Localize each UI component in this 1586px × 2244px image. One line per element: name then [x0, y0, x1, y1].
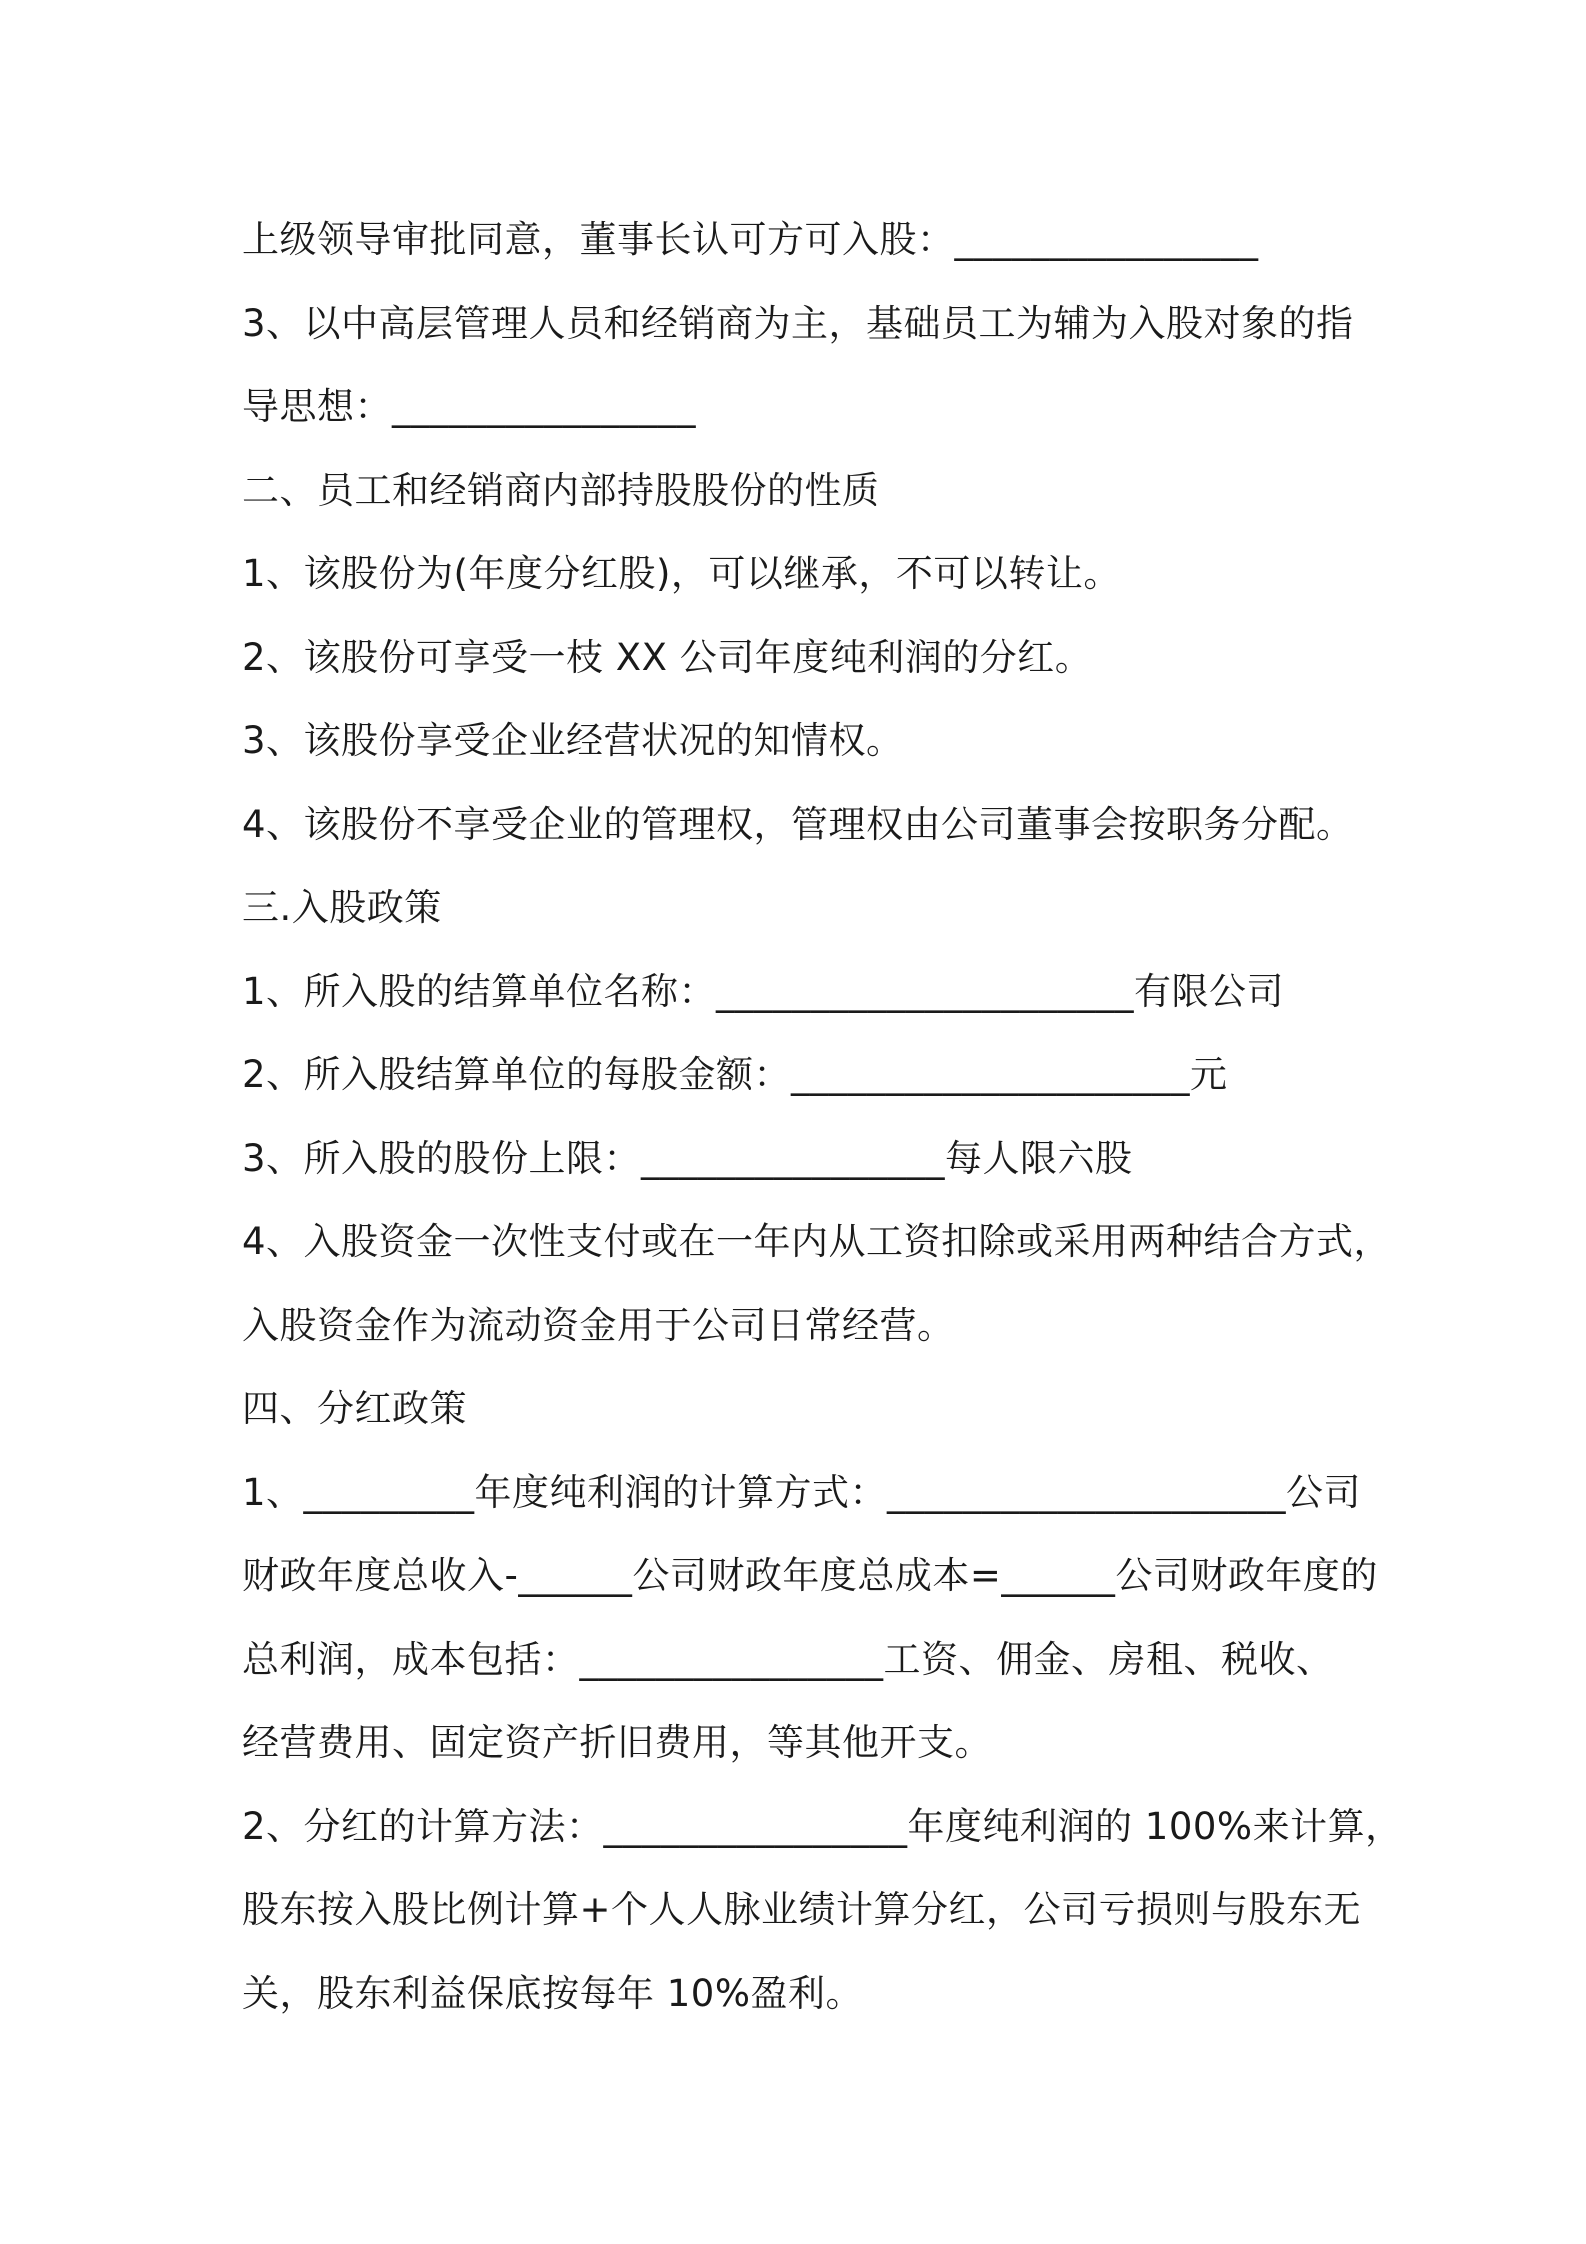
section-heading-2: 二、员工和经销商内部持股股份的性质: [242, 468, 880, 512]
text-line-2: 3、以中高层管理人员和经销商为主，基础员工为辅为入股对象的指: [242, 301, 1354, 345]
text-line-21: 股东按入股比例计算+个人人脉业绩计算分红，公司亏损则与股东无: [242, 1888, 1362, 1931]
text-line-11: 2、所入股结算单位的每股金额：_____________________元: [242, 1053, 1228, 1096]
text-line-10: 1、所入股的结算单位名称：______________________有限公司: [242, 969, 1285, 1013]
text-line-3: 导思想：________________: [242, 385, 696, 428]
text-line-5: 1、该股份为(年度分红股)，可以继承，不可以转让。: [242, 552, 1121, 595]
text-line-7: 3、该股份享受企业经营状况的知情权。: [242, 719, 904, 762]
text-line-14: 入股资金作为流动资金用于公司日常经营。: [242, 1303, 955, 1347]
text-line-19: 经营费用、固定资产折旧费用，等其他开支。: [242, 1721, 992, 1764]
section-heading-3: 三.入股政策: [242, 886, 442, 929]
text-line-18: 总利润，成本包括：________________工资、佣金、房租、税收、: [242, 1637, 1334, 1681]
text-line-22: 关，股东利益保底按每年 10%盈利。: [242, 1971, 863, 2015]
text-line-6: 2、该股份可享受一枝 XX 公司年度纯利润的分红。: [242, 635, 1093, 679]
text-line-17: 财政年度总收入-______公司财政年度总成本=______公司财政年度的: [242, 1554, 1378, 1597]
text-line-12: 3、所入股的股份上限：________________每人限六股: [242, 1136, 1133, 1180]
document-page: [242, 198, 1403, 2035]
text-line-16: 1、_________年度纯利润的计算方式：_____________________公司: [242, 1470, 1362, 1514]
text-line-20: 2、分红的计算方法：________________年度纯利润的 100%来计算，: [242, 1804, 1403, 1848]
text-line-13: 4、入股资金一次性支付或在一年内从工资扣除或采用两种结合方式，: [242, 1220, 1392, 1263]
text-line-8: 4、该股份不享受企业的管理权，管理权由公司董事会按职务分配。: [242, 802, 1354, 846]
text-line-1: 上级领导审批同意，董事长认可方可入股：________________: [242, 218, 1259, 261]
section-heading-4: 四、分红政策: [242, 1387, 467, 1430]
